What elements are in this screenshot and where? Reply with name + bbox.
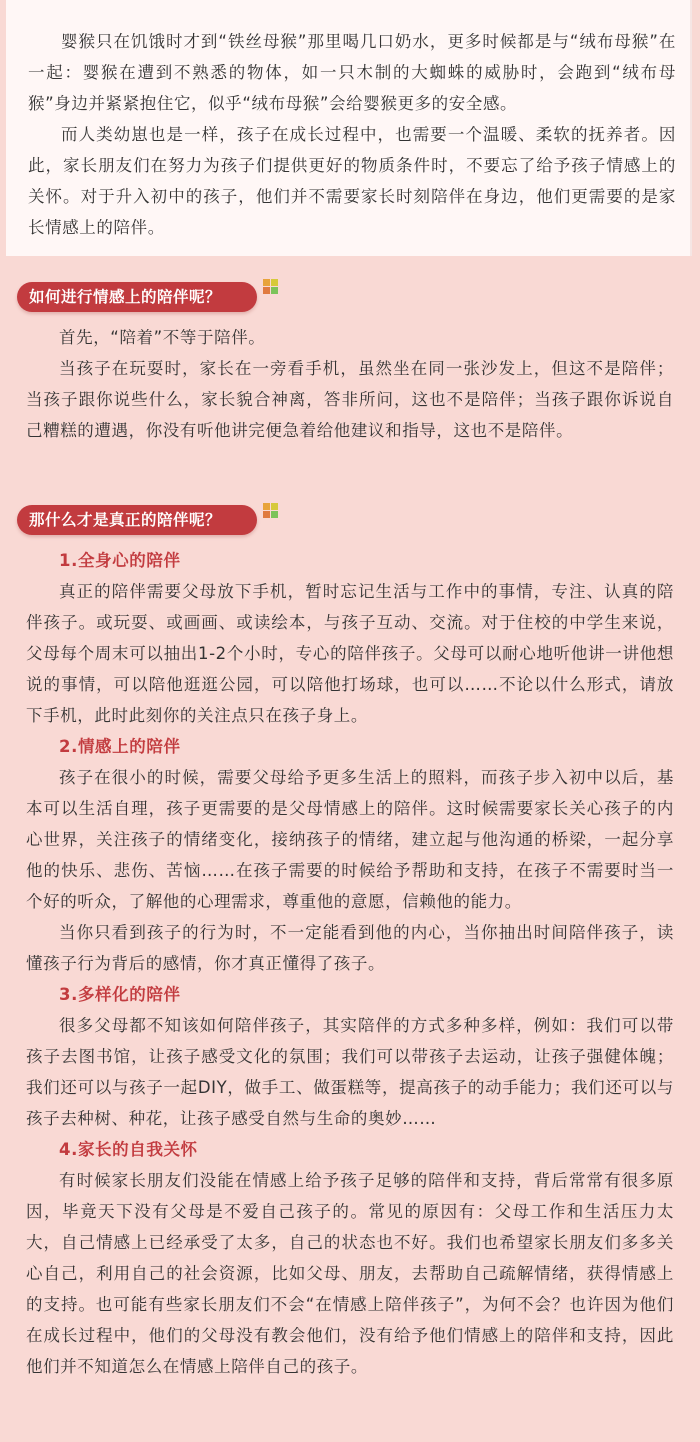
- subheading-3: 3.多样化的陪伴: [59, 985, 181, 1004]
- section1-paragraph-2: 当孩子在玩耍时，家长在一旁看手机，虽然坐在同一张沙发上，但这不是陪伴；当孩子跟你说些什么，家长貌合神离，答非所问，这也不是陪伴；当孩子跟你诉说自己糟糕的遭遇，你没有听他讲完便急着给他建议和指导，这也不是陪伴。: [26, 359, 674, 440]
- section-title-emotional-companionship: [17, 282, 257, 312]
- item1-paragraph-1: 真正的陪伴需要父母放下手机，暂时忘记生活与工作中的事情，专注、认真的陪伴孩子。或玩耍、或画画、或读绘本，与孩子互动、交流。对于住校的中学生来说，父母每个周末可以抽出1-2个小时，专心的陪伴孩子。父母可以耐心地听他讲一讲他想说的事情，可以陪他逛逛公园，可以陪他打场球，也可以……不论以什么形式，请放下手机，此时此刻你的关注点只在孩子身上。: [26, 582, 674, 725]
- section1-paragraph-1: 首先，“陪着”不等于陪伴。: [59, 328, 266, 347]
- intro-text: [28, 26, 676, 243]
- item3-paragraph-1: 很多父母都不知该如何陪伴孩子，其实陪伴的方式多种多样，例如：我们可以带孩子去图书馆，让孩子感受文化的氛围；我们可以带孩子去运动，让孩子强健体魄；我们还可以与孩子一起DIY，做手工、做蛋糕等，提高孩子的动手能力；我们还可以与孩子去种树、种花，让孩子感受自然与生命的奥妙……: [26, 1016, 674, 1128]
- section-title-true-companionship: [17, 505, 257, 535]
- subheading-1: 1.全身心的陪伴: [59, 551, 181, 570]
- intro-box: [6, 0, 692, 256]
- intro-paragraph-1: 婴猴只在饥饿时才到“铁丝母猴”那里喝几口奶水，更多时候都是与“绒布母猴”在一起：婴猴在遭到不熟悉的物体，如一只木制的大蜘蛛的威胁时，会跑到“绒布母猴”身边并紧紧抱住它，似乎“绒布母猴”会给婴猴更多的安全感。: [28, 32, 676, 113]
- section-title-label: 如何进行情感上的陪伴呢？: [29, 288, 222, 306]
- intro-paragraph-2: 而人类幼崽也是一样，孩子在成长过程中，也需要一个温暖、柔软的抚养者。因此，家长朋友们在努力为孩子们提供更好的物质条件时，不要忘了给予孩子情感上的关怀。对于升入初中的孩子，他们并不需要家长时刻陪伴在身边，他们更需要的是家长情感上的陪伴。: [28, 125, 676, 237]
- item4-paragraph-1: 有时候家长朋友们没能在情感上给予孩子足够的陪伴和支持，背后常常有很多原因，毕竟天下没有父母是不爱自己孩子的。常见的原因有：父母工作和生活压力太大，自己情感上已经承受了太多，自己的状态也不好。我们也希望家长朋友们多多关心自己，利用自己的社会资源，比如父母、朋友，去帮助自己疏解情绪，获得情感上的支持。也可能有些家长朋友们不会“在情感上陪伴孩子”，为何不会？也许因为他们在成长过程中，他们的父母没有教会他们，没有给予他们情感上的陪伴和支持，因此他们并不知道怎么在情感上陪伴自己的孩子。: [26, 1171, 674, 1376]
- section2-body: [26, 545, 674, 1382]
- subheading-4: 4.家长的自我关怀: [59, 1140, 198, 1159]
- section-title-label: 那什么才是真正的陪伴呢？: [29, 511, 222, 529]
- section1-body: [26, 322, 674, 446]
- item2-paragraph-1: 孩子在很小的时候，需要父母给予更多生活上的照料，而孩子步入初中以后，基本可以生活自理，孩子更需要的是父母情感上的陪伴。这时候需要家长关心孩子的内心世界，关注孩子的情绪变化，接纳孩子的情绪，建立起与他沟通的桥梁，一起分享他的快乐、悲伤、苦恼……在孩子需要的时候给予帮助和支持，在孩子不需要时当一个好的听众，了解他的心理需求，尊重他的意愿，信赖他的能力。: [26, 768, 674, 911]
- item2-paragraph-2: 当你只看到孩子的行为时，不一定能看到他的内心，当你抽出时间陪伴孩子，读懂孩子行为背后的感情，你才真正懂得了孩子。: [26, 923, 674, 973]
- decorative-squares-icon: [263, 503, 279, 519]
- decorative-squares-icon: [263, 279, 279, 295]
- subheading-2: 2.情感上的陪伴: [59, 737, 181, 756]
